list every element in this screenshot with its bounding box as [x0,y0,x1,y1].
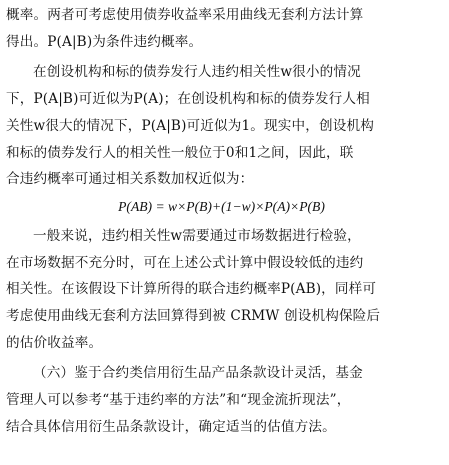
paragraph-2 [6,59,441,193]
text-line: 管理人可以参考“基于违约率的方法”和“现金流折现法”， [6,392,351,409]
text-line: 的估价收益率。 [6,334,103,351]
text-line: 结合具体信用衍生品条款设计，确定适当的估值方法。 [6,418,336,435]
text-line: 得出。P(A|B)为条件违约概率。 [6,33,203,50]
text-line: 在市场数据不充分时，可在上述公式计算中假设较低的违约 [6,254,364,271]
text-line: （六）鉴于合约类信用衍生品产品条款设计灵活，基金 [33,365,363,382]
text-line: 下，P(A|B)可近似为P(A)；在创设机构和标的债券发行人相 [6,91,370,108]
text-line: 在创设机构和标的债券发行人违约相关性w很小的情况 [33,64,361,81]
text-line: 合违约概率可通过相关系数加权近似为： [6,171,254,188]
text-line: 和标的债券发行人的相关性一般位于0和1之间，因此，联 [6,144,354,161]
text-line: 概率。两者可考虑使用债券收益率采用曲线无套利方法计算 [6,7,364,23]
paragraph-4 [6,360,441,440]
text-line: 一般来说，违约相关性w需要通过市场数据进行检验， [33,227,361,244]
paragraph-3 [6,223,441,357]
text-line: 考虑使用曲线无套利方法回算得到被 CRMW 创设机构保险后 [6,308,381,325]
paragraph-1 [6,2,441,55]
text-line: 关性w很大的情况下，P(A|B)可近似为1。现实中，创设机构 [6,117,374,134]
joint-default-formula: P(AB) = w×P(B)+(1−w)×P(A)×P(B) [118,198,325,214]
text-line: 相关性。在该假设下计算所得的联合违约概率P(AB)，同样可 [6,281,377,298]
